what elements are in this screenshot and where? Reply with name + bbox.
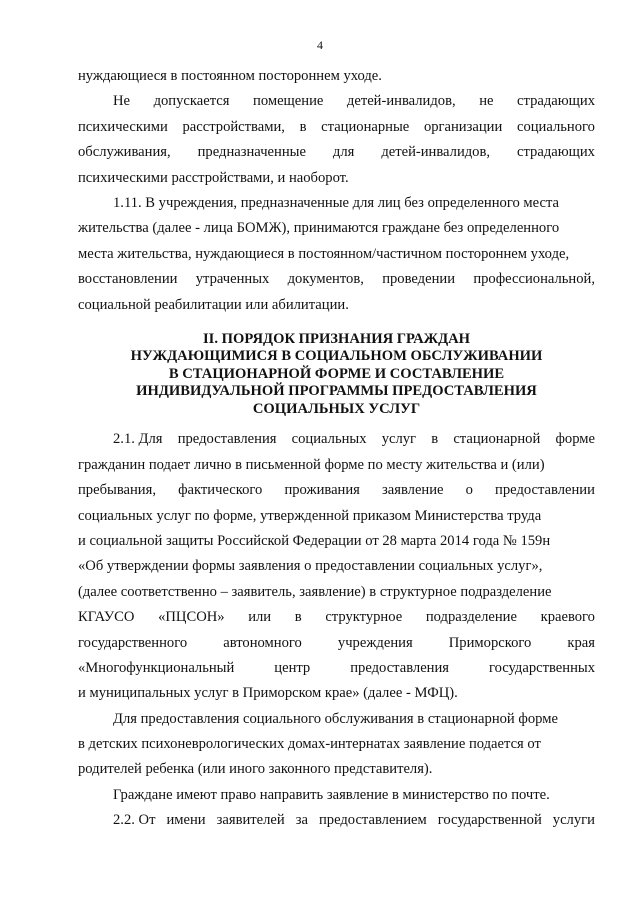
text-run: проведении [382, 271, 456, 288]
paragraph [78, 808, 595, 833]
section-heading-line: ИНДИВИДУАЛЬНОЙ ПРОГРАММЫ ПРЕДОСТАВЛЕНИЯ [136, 383, 537, 400]
text-run: для [332, 144, 355, 161]
text-run: допускается [153, 93, 230, 110]
text-line [78, 115, 595, 140]
paragraph [78, 191, 595, 318]
text-run: страдающих [517, 93, 595, 110]
text-run: центр [274, 659, 311, 676]
text-line [78, 64, 595, 89]
section-heading [78, 331, 595, 419]
text-run: профессиональной, [473, 271, 595, 288]
text-run: жительства (далее - лица БОМЖ), принимаются граждане без определенного [78, 220, 560, 237]
text-run: Для предоставления социального обслуживания в стационарной форме [113, 710, 558, 727]
text-run: места жительства, нуждающиеся в постоянном/частичном постороннем уходе, [78, 245, 570, 262]
text-run: восстановлении [78, 271, 178, 288]
text-run: психическими расстройствами, и наоборот. [78, 169, 349, 186]
section-heading-line: СОЦИАЛЬНЫХ УСЛУГ [252, 400, 421, 417]
text-run: гражданин подает лично в письменной форме по месту жительства и (или) [78, 456, 545, 473]
text-run: в детских психоневрологических домах-интернатах заявление подается от [78, 736, 541, 753]
text-run: психическими [78, 118, 168, 135]
text-line [78, 191, 595, 216]
text-run: предназначенные [197, 144, 306, 161]
text-run: предоставления [177, 431, 277, 448]
text-run: о [465, 482, 473, 499]
text-run: подразделение [425, 609, 517, 626]
text-run: краевого [540, 609, 595, 626]
text-line [78, 140, 595, 165]
spacer [78, 418, 595, 427]
text-run: структурное [325, 609, 403, 626]
text-run: 2.1. Для [113, 431, 163, 448]
text-line [78, 808, 595, 833]
text-run: имени [166, 812, 206, 829]
text-line [78, 605, 595, 630]
text-line [78, 166, 595, 191]
text-run: не [479, 93, 494, 110]
text-run: социальной реабилитации или абилитации. [78, 296, 349, 313]
text-run: и социальной защиты Российской Федерации от 28 марта 2014 года № 159н [78, 532, 551, 549]
text-run: КГАУСО [78, 609, 135, 626]
text-run: «Многофункциональный [78, 659, 235, 676]
text-run: социальных [291, 431, 367, 448]
text-run: стационарной [453, 431, 541, 448]
text-run: услуги [552, 812, 595, 829]
text-run: края [567, 634, 595, 651]
text-line [78, 478, 595, 503]
page-number: 4 [317, 38, 323, 52]
text-line [78, 580, 595, 605]
section-heading-line: II. ПОРЯДОК ПРИЗНАНИЯ ГРАЖДАН [202, 330, 471, 347]
text-run: утраченных [195, 271, 270, 288]
text-line [78, 757, 595, 782]
text-run: документов, [287, 271, 364, 288]
text-run: помещение [253, 93, 324, 110]
text-run: автономного [223, 634, 302, 651]
text-run: государственных [488, 659, 595, 676]
text-run: организации [423, 118, 503, 135]
section-heading-line: В СТАЦИОНАРНОЙ ФОРМЕ И СОСТАВЛЕНИЕ [168, 365, 505, 382]
text-run: детей-инвалидов, [346, 93, 456, 110]
text-run: 2.2. От [113, 812, 156, 829]
text-run: «ПЦСОН» [158, 609, 225, 626]
text-run: форме [555, 431, 595, 448]
text-run: предоставления [350, 659, 449, 676]
text-run: Приморского [448, 634, 532, 651]
text-line [78, 216, 595, 241]
spacer [78, 318, 595, 331]
document-body [78, 64, 595, 834]
text-line [78, 242, 595, 267]
text-run: социального [516, 118, 595, 135]
text-run: заявителей [216, 812, 285, 829]
text-run: в [299, 118, 307, 135]
text-line [78, 89, 595, 114]
text-run: «Об утверждении формы заявления о предоставлении социальных услуг», [78, 558, 543, 575]
text-run: государственного [78, 634, 188, 651]
text-run: учреждения [337, 634, 413, 651]
text-line [78, 783, 595, 808]
paragraph [78, 707, 595, 783]
text-run: проживания [284, 482, 360, 499]
paragraph [78, 89, 595, 191]
text-run: предоставлением [318, 812, 427, 829]
text-run: Не [113, 93, 131, 110]
text-line [78, 427, 595, 452]
text-run: услуг [381, 431, 417, 448]
text-run: государственной [437, 812, 542, 829]
paragraph [78, 427, 595, 706]
text-run: и муниципальных услуг в Приморском крае» (далее - МФЦ). [78, 685, 458, 702]
text-run: 1.11. В учреждения, предназначенные для лиц без определенного места [113, 194, 559, 211]
text-run: предоставлении [495, 482, 595, 499]
text-line [78, 707, 595, 732]
paragraph [78, 64, 595, 89]
text-run: расстройствами, [182, 118, 285, 135]
paragraph [78, 783, 595, 808]
text-line [78, 554, 595, 579]
section-heading-line: НУЖДАЮЩИМИСЯ В СОЦИАЛЬНОМ ОБСЛУЖИВАНИИ [130, 348, 543, 365]
text-run: фактического [178, 482, 263, 499]
text-line [78, 656, 595, 681]
text-line [78, 681, 595, 706]
text-line [78, 631, 595, 656]
text-run: за [295, 812, 308, 829]
text-run: заявление [382, 482, 444, 499]
text-line [78, 267, 595, 292]
text-line [78, 529, 595, 554]
text-run: обслуживания, [78, 144, 171, 161]
text-run: нуждающиеся в постоянном постороннем уходе. [78, 68, 382, 84]
text-run: родителей ребенка (или иного законного представителя). [78, 761, 433, 778]
text-run: Граждане имеют право направить заявление в министерство по почте. [113, 786, 550, 803]
text-run: стационарные [321, 118, 410, 135]
text-run: социальных услуг по форме, утвержденной приказом Министерства труда [78, 507, 542, 524]
text-line [78, 453, 595, 478]
text-run: в [294, 609, 302, 626]
paragraphs-after-heading [78, 427, 595, 833]
text-line [78, 504, 595, 529]
text-run: в [431, 431, 439, 448]
paragraphs-before-heading [78, 64, 595, 318]
text-run: или [248, 609, 272, 626]
text-run: пребывания, [78, 482, 156, 499]
text-run: (далее соответственно – заявитель, заявление) в структурное подразделение [78, 583, 552, 600]
text-line [78, 293, 595, 318]
text-run: детей-инвалидов, [381, 144, 491, 161]
text-run: страдающих [517, 144, 595, 161]
text-line [78, 732, 595, 757]
